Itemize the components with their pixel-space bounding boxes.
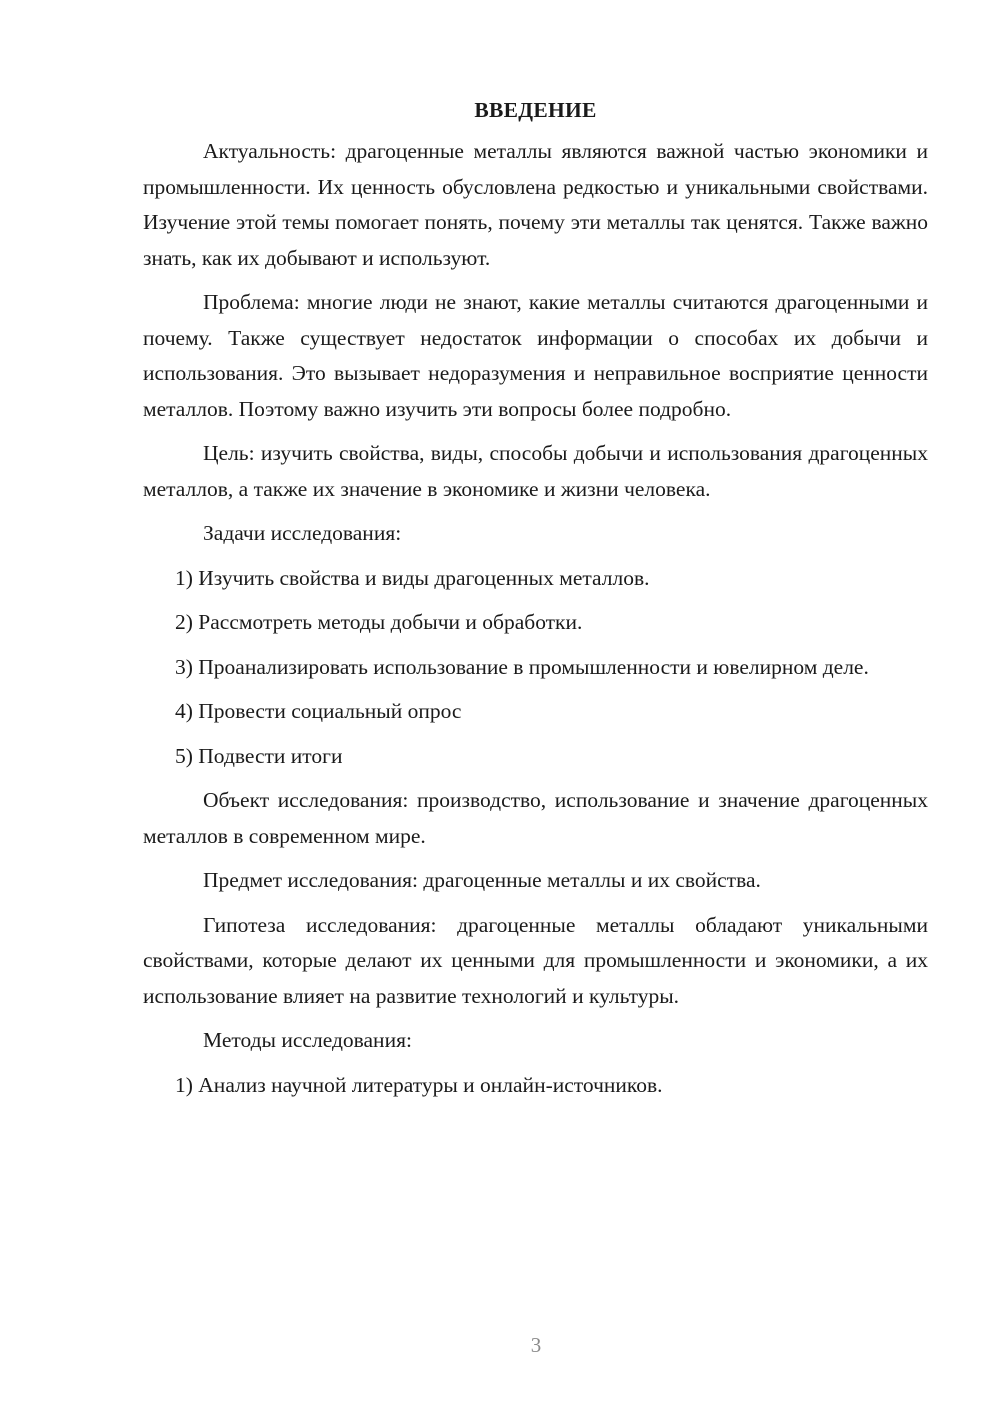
list-item: 5) Подвести итоги	[175, 743, 343, 768]
list-item: 1) Изучить свойства и виды драгоценных металлов.	[175, 565, 650, 590]
list-item: 2) Рассмотреть методы добычи и обработки.	[175, 610, 583, 634]
paragraph-hypothesis: Гипотеза исследования: драгоценные металлы обладают уникальными свойствами, которые делают их ценными для промышленности и экономики, а их использование влияет на развитие технологий и культуры.	[143, 912, 928, 1008]
paragraph-problem: Проблема: многие люди не знают, какие металлы считаются драгоценными и почему. Также существует недостаток информации о способах их добычи и использования. Это вызывает недоразумения и неправильное восприятие ценности металлов. Поэтому важно изучить эти вопросы более подробно.	[143, 290, 928, 421]
page-title: ВВЕДЕНИЕ	[474, 98, 597, 122]
paragraph-object: Объект исследования: производство, использование и значение драгоценных металлов в современном мире.	[143, 788, 928, 848]
tasks-list	[143, 561, 928, 775]
paragraph-subject: Предмет исследования: драгоценные металлы и их свойства.	[203, 868, 761, 892]
paragraph-relevance: Актуальность: драгоценные металлы являются важной частью экономики и промышленности. Их ценность обусловлена редкостью и уникальными свойствами. Изучение этой темы помогает понять, почему эти металлы так ценятся. Также важно знать, как их добывают и используют.	[143, 139, 928, 270]
methods-heading: Методы исследования:	[203, 1028, 412, 1052]
tasks-heading: Задачи исследования:	[203, 521, 402, 545]
paragraph-goal: Цель: изучить свойства, виды, способы добычи и использования драгоценных металлов, а также их значение в экономике и жизни человека.	[143, 441, 928, 501]
list-item: 1) Анализ научной литературы и онлайн-источников.	[175, 1072, 663, 1097]
methods-list	[143, 1068, 928, 1104]
list-item: 4) Провести социальный опрос	[175, 699, 462, 723]
page-number: 3	[530, 1333, 542, 1357]
document-page	[143, 92, 928, 1112]
list-item: 3) Проанализировать использование в промышленности и ювелирном деле.	[175, 654, 869, 679]
